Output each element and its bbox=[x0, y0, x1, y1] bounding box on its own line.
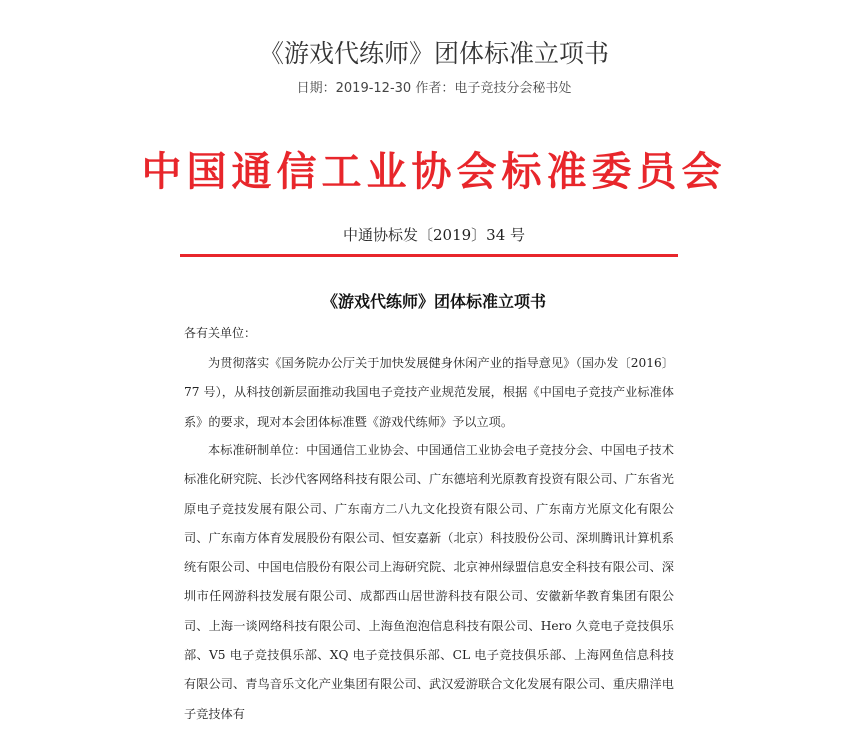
date-value: 2019-12-30 bbox=[335, 81, 412, 96]
author-label: 作者： bbox=[415, 81, 455, 96]
article-title: 《游戏代练师》团体标准立项书 bbox=[258, 39, 609, 68]
document-paragraph: 本标准研制单位：中国通信工业协会、中国通信工业协会电子竞技分会、中国电子技术标准化研究院、长沙代客网络科技有限公司、广东德培利光原教育投资有限公司、广东省光原电子竞技发展有限公司、广东南方二八九文化投资有限公司、广东南方光原文化有限公司、广东南方体育发展股份有限公司、恒安嘉新（北京）科技股份公司、深圳腾讯计算机系统有限公司、中国电信股份有限公司上海研究院、北京神州绿盟信息安全科技有限公司、深圳市任网游科技发展有限公司、成都西山居世游科技有限公司、安徽新华教育集团有限公司、上海一谈网络科技有限公司、上海鱼泡泡信息科技有限公司、Hero 久竞电子竞技俱乐部、V5 电子竞技俱乐部、XQ 电子竞技俱乐部、CL 电子竞技俱乐部、上海网鱼信息科技有限公司、青鸟音乐文化产业集团有限公司、武汉爱游联合文化发展有限公司、重庆鼎洋电子竞技体有 bbox=[184, 443, 674, 721]
document-title: 《游戏代练师》团体标准立项书 bbox=[321, 292, 546, 311]
article-meta bbox=[0, 80, 868, 98]
document-org-header: 中国通信工业协会标准委员会 bbox=[141, 148, 727, 195]
document-salutation: 各有关单位： bbox=[184, 326, 257, 340]
date-label: 日期： bbox=[296, 81, 336, 96]
header-divider bbox=[180, 254, 678, 257]
document-number: 中通协标发〔2019〕34 号 bbox=[342, 226, 526, 244]
document-paragraph: 为贯彻落实《国务院办公厅关于加快发展健身休闲产业的指导意见》（国办发〔2016〕77 号），从科技创新层面推动我国电子竞技产业规范发展，根据《中国电子竞技产业标准体系》的要求，现对本会团体标准暨《游戏代练师》予以立项。 bbox=[184, 356, 674, 429]
author-value: 电子竞技分会秘书处 bbox=[454, 81, 572, 96]
